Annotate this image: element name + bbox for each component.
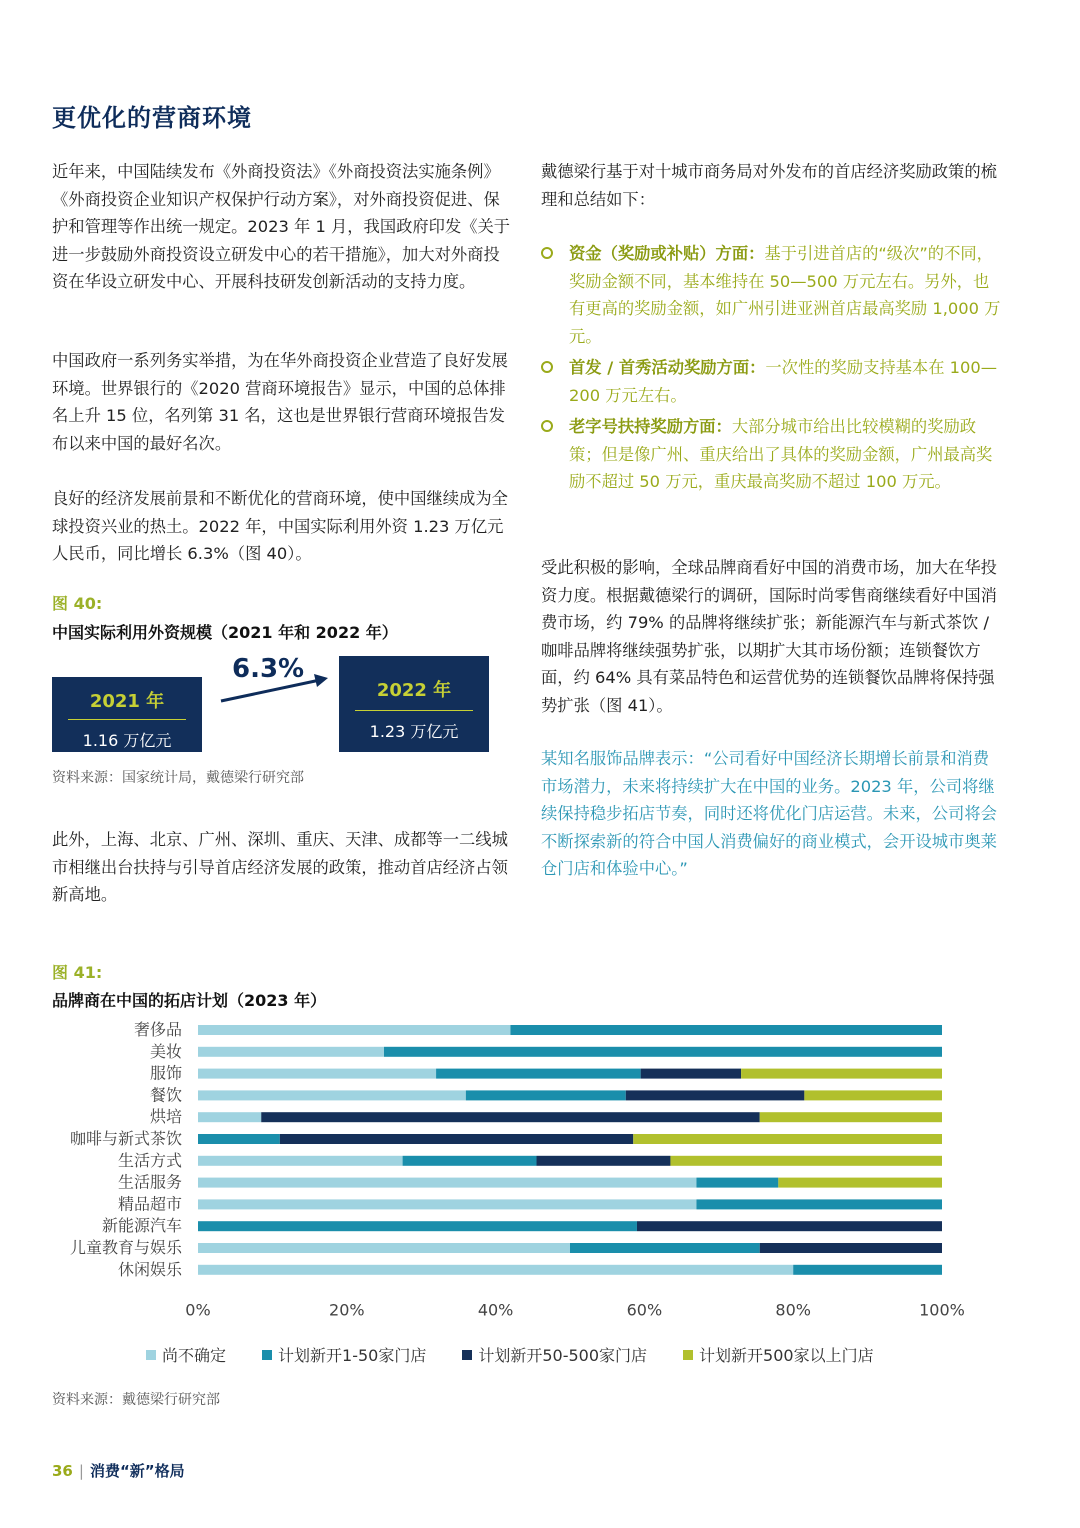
bar-segment	[760, 1243, 942, 1253]
legend-item	[146, 1343, 226, 1366]
box-2021-value: 1.16 万亿元	[82, 731, 172, 750]
legend-swatch	[262, 1350, 272, 1360]
legend-swatch	[462, 1350, 472, 1360]
category-label: 美妆	[149, 1041, 182, 1061]
bar-segment	[198, 1265, 793, 1275]
legend-label: 计划新开1-50家门店	[278, 1346, 427, 1365]
bar-segment	[626, 1090, 805, 1100]
legend-swatch	[683, 1350, 693, 1360]
category-label: 儿童教育与娱乐	[69, 1238, 182, 1257]
fig40-source: 资料来源：国家统计局，戴德梁行研究部	[52, 770, 304, 786]
fig40-box-2022	[339, 656, 489, 752]
bar-segment	[570, 1243, 760, 1253]
chart-legend	[146, 1343, 910, 1366]
bar-segment	[804, 1090, 942, 1100]
bar-segment	[741, 1069, 942, 1079]
bar-segment	[384, 1047, 942, 1057]
legend-label: 尚不确定	[162, 1346, 227, 1365]
legend-item	[462, 1343, 647, 1366]
bullet-circle-icon	[541, 247, 553, 259]
bar-segment	[670, 1156, 942, 1166]
legend-label: 计划新开50-500家门店	[478, 1346, 648, 1365]
box-divider	[355, 710, 473, 711]
bar-segment	[537, 1156, 671, 1166]
bar-segment	[696, 1178, 778, 1188]
x-tick-label: 100%	[919, 1300, 965, 1320]
policy-item-heritage	[541, 413, 1003, 496]
store-expansion-chart	[0, 1015, 1080, 1325]
category-label: 服饰	[149, 1063, 182, 1083]
x-tick-label: 60%	[626, 1300, 663, 1320]
x-tick-label: 40%	[477, 1300, 514, 1320]
category-label: 休闲娱乐	[117, 1259, 182, 1279]
category-label: 生活服务	[117, 1172, 182, 1192]
book-title: 消费“新”格局	[89, 1462, 185, 1480]
policy-heading: 首发 / 首秀活动奖励方面：	[569, 358, 766, 377]
policy-heading: 资金（奖励或补贴）方面：	[569, 244, 765, 263]
category-label: 生活方式	[117, 1150, 182, 1170]
legend-label: 计划新开500家以上门店	[699, 1346, 874, 1365]
bar-segment	[760, 1112, 942, 1122]
category-label: 咖啡与新式茶饮	[69, 1129, 182, 1148]
paragraph-2: 中国政府一系列务实举措，为在华外商投资企业营造了良好发展环境。世界银行的《2020 营商环境报告》显示，中国的总体排名上升 15 位，名列第 31 名，这也是世界银行营商环境报告发布以来中国的最好名次。	[52, 351, 508, 453]
box-2022-year: 2022 年	[376, 680, 452, 701]
bar-segment	[198, 1112, 261, 1122]
paragraph-5: 受此积极的影响，全球品牌商看好中国的消费市场，加大在华投资力度。根据戴德梁行的调研，国际时尚零售商继续看好中国消费市场，约 79% 的品牌将继续扩张；新能源汽车与新式茶饮 / 咖啡品牌将继续强势扩张，以期扩大其市场份额；连锁餐饮方面，约 64% 具有菜品特色和运营优势的连锁餐饮品牌将保持强势扩张（图 41）。	[541, 558, 997, 715]
bullet-circle-icon	[541, 420, 553, 432]
category-label: 新能源汽车	[101, 1216, 182, 1236]
bar-segment	[510, 1025, 942, 1035]
bar-segment	[198, 1221, 637, 1231]
growth-arrow-icon	[218, 668, 333, 708]
bullet-circle-icon	[541, 361, 553, 373]
legend-item	[262, 1343, 426, 1366]
bar-segment	[641, 1069, 741, 1079]
footer-separator: |	[78, 1462, 84, 1480]
fig41-title: 品牌商在中国的拓店计划（2023 年）	[52, 991, 327, 1010]
policy-heading: 老字号扶持奖励方面：	[569, 417, 732, 436]
bar-segment	[198, 1069, 436, 1079]
bar-segment	[633, 1134, 942, 1144]
brand-quote: 某知名服饰品牌表示：“公司看好中国经济长期增长前景和消费市场潜力，未来将持续扩大在中国的业务。2023 年，公司将继续保持稳步拓店节奏，同时还将优化门店运营。未来，公司将会不断探索新的符合中国人消费偏好的商业模式，会开设城市奥莱仓门店和体验中心。”	[541, 749, 997, 878]
policy-item-funding	[541, 240, 1003, 350]
fig40-title: 中国实际利用外资规模（2021 年和 2022 年）	[52, 623, 398, 642]
fig41-source: 资料来源：戴德梁行研究部	[52, 1392, 220, 1408]
growth-rate: 6.3%	[232, 654, 305, 684]
bar-segment	[778, 1178, 942, 1188]
legend-swatch	[146, 1350, 156, 1360]
bar-segment	[466, 1090, 626, 1100]
bar-segment	[403, 1156, 537, 1166]
bar-segment	[261, 1112, 759, 1122]
category-label: 餐饮	[149, 1085, 182, 1105]
fig40-label: 图 40:	[52, 594, 103, 613]
x-tick-label: 20%	[329, 1300, 365, 1320]
bar-segment	[696, 1199, 942, 1209]
right-intro: 戴德梁行基于对十城市商务局对外发布的首店经济奖励政策的梳理和总结如下：	[541, 162, 997, 209]
box-2022-value: 1.23 万亿元	[369, 722, 459, 741]
legend-item	[683, 1343, 874, 1366]
box-2021-year: 2021 年	[89, 691, 165, 712]
bar-segment	[198, 1090, 466, 1100]
bar-segment	[198, 1134, 280, 1144]
bar-segment	[637, 1221, 942, 1231]
bar-segment	[198, 1025, 510, 1035]
page-number: 36	[52, 1462, 73, 1480]
bar-segment	[793, 1265, 942, 1275]
bar-segment	[198, 1199, 696, 1209]
paragraph-3: 良好的经济发展前景和不断优化的营商环境，使中国继续成为全球投资兴业的热土。2022 年，中国实际利用外资 1.23 万亿元人民币，同比增长 6.3%（图 40）。	[52, 489, 508, 563]
policy-body: 一次性的奖励支持基本在 100—200 万元左右。	[569, 358, 998, 405]
box-divider	[68, 719, 186, 720]
category-label: 烘培	[149, 1107, 182, 1127]
paragraph-1: 近年来，中国陆续发布《外商投资法》《外商投资法实施条例》《外商投资企业知识产权保护行动方案》，对外商投资促进、保护和管理等作出统一规定。2023 年 1 月，我国政府印发《关于进一步鼓励外商投资设立研发中心的若干措施》，加大对外商投资在华设立研发中心、开展科技研发创新活动的支持力度。	[52, 162, 511, 291]
policy-body: 大部分城市给出比较模糊的奖励政策；但是像广州、重庆给出了具体的奖励金额，广州最高奖励不超过 50 万元，重庆最高奖励不超过 100 万元。	[569, 417, 993, 491]
bar-segment	[198, 1243, 570, 1253]
bar-segment	[436, 1069, 641, 1079]
x-tick-label: 0%	[185, 1300, 211, 1320]
bar-segment	[198, 1156, 403, 1166]
paragraph-4: 此外，上海、北京、广州、深圳、重庆、天津、成都等一二线城市相继出台扶持与引导首店经济发展的政策，推动首店经济占领新高地。	[52, 830, 508, 904]
policy-list	[541, 240, 1003, 500]
bar-segment	[198, 1178, 696, 1188]
page-title: 更优化的营商环境	[52, 104, 252, 132]
category-label: 奢侈品	[133, 1020, 182, 1039]
bar-segment	[198, 1047, 384, 1057]
bar-segment	[280, 1134, 633, 1144]
fig40-box-2021	[52, 677, 202, 752]
page-footer	[52, 1460, 185, 1481]
policy-item-launch	[541, 354, 1003, 409]
policy-body: 基于引进首店的“级次”的不同，奖励金额不同，基本维持在 50—500 万元左右。另外，也有更高的奖励金额，如广州引进亚洲首店最高奖励 1,000 万元。	[569, 244, 1001, 346]
fig41-label: 图 41:	[52, 963, 103, 982]
x-tick-label: 80%	[775, 1300, 811, 1320]
category-label: 精品超市	[117, 1194, 182, 1214]
